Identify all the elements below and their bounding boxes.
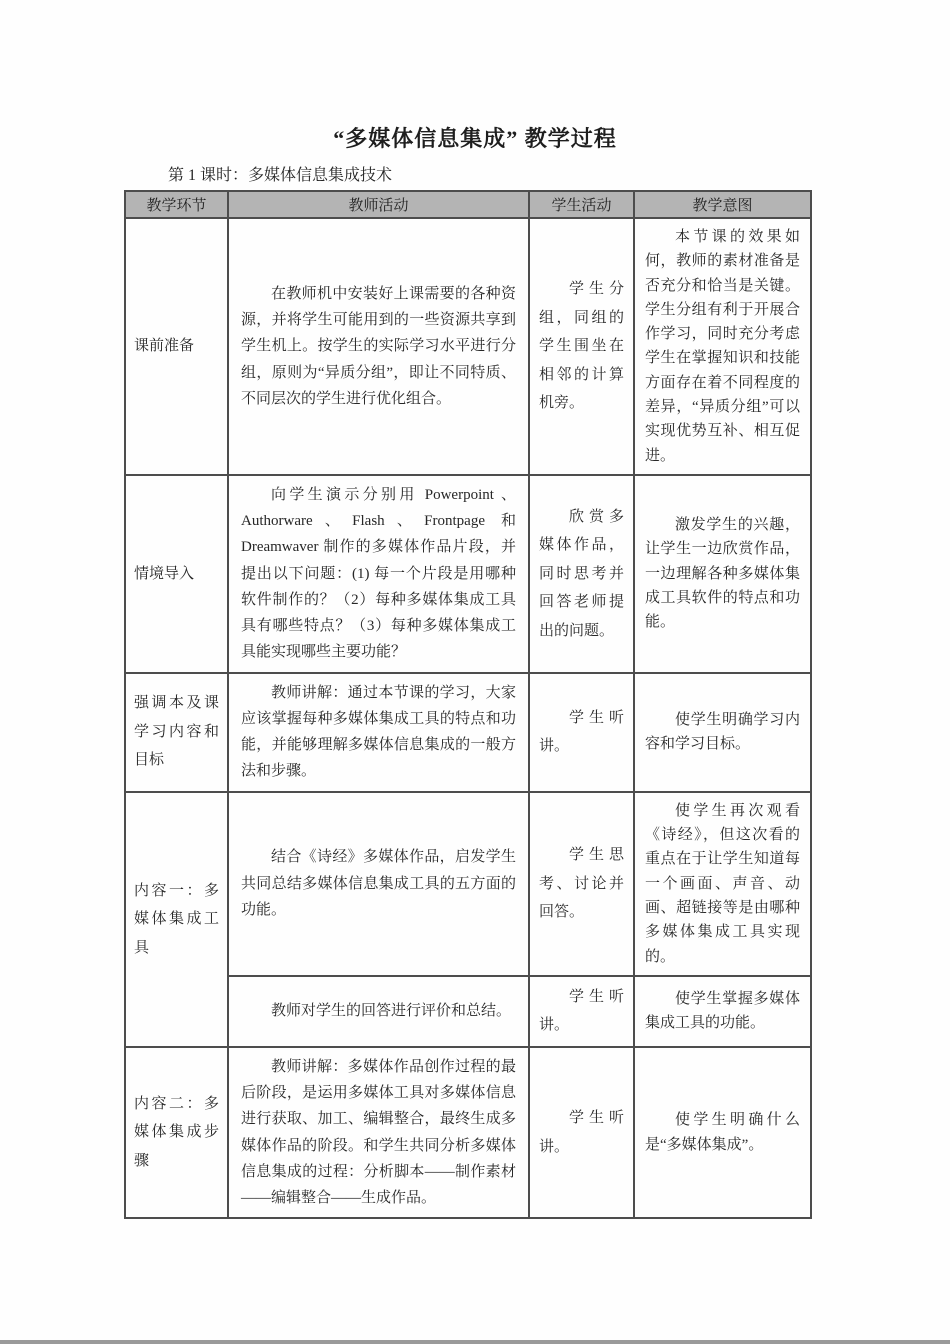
student-cell: 学生听讲。 — [529, 1047, 634, 1219]
stage-cell: 情境导入 — [125, 475, 228, 673]
column-header-student: 学生活动 — [529, 191, 634, 218]
intent-cell: 本节课的效果如何，教师的素材准备是否充分和恰当是关键。学生分组有利于开展合作学习，同时充分考虑学生在掌握知识和技能方面存在着不同程度的差异，“异质分组”可以实现优势互补、相互促进。 — [634, 218, 811, 475]
table-row — [125, 475, 811, 673]
teacher-cell: 教师讲解：通过本节课的学习，大家应该掌握每种多媒体集成工具的特点和功能，并能够理解多媒体信息集成的一般方法和步骤。 — [228, 673, 529, 792]
intent-cell: 使学生再次观看《诗经》，但这次看的重点在于让学生知道每一个画面、声音、动画、超链接等是由哪种多媒体集成工具实现的。 — [634, 792, 811, 976]
teacher-cell: 教师对学生的回答进行评价和总结。 — [228, 976, 529, 1047]
teacher-cell: 结合《诗经》多媒体作品，启发学生共同总结多媒体信息集成工具的五方面的功能。 — [228, 792, 529, 976]
stage-cell: 内容一：多媒体集成工具 — [125, 792, 228, 1047]
table-row — [125, 976, 811, 1047]
table-row — [125, 673, 811, 792]
student-cell: 学生听讲。 — [529, 976, 634, 1047]
intent-cell: 激发学生的兴趣，让学生一边欣赏作品，一边理解各种多媒体集成工具软件的特点和功能。 — [634, 475, 811, 673]
intent-cell: 使学生明确什么是“多媒体集成”。 — [634, 1047, 811, 1219]
intent-cell: 使学生明确学习内容和学习目标。 — [634, 673, 811, 792]
teaching-process-table — [124, 190, 812, 1219]
table-header-row — [125, 191, 811, 218]
page-title: “多媒体信息集成” 教学过程 — [333, 126, 617, 151]
student-cell: 学生听讲。 — [529, 673, 634, 792]
intent-cell: 使学生掌握多媒体集成工具的功能。 — [634, 976, 811, 1047]
student-cell: 学生分组，同组的学生围坐在相邻的计算机旁。 — [529, 218, 634, 475]
teacher-cell: 向学生演示分别用 Powerpoint 、Authorware、Flash、Frontpage 和 Dreamwaver 制作的多媒体作品片段，并提出以下问题：(1) 每一个片段是用哪种软件制作的？（2）每种多媒体集成工具具有哪些特点？（3）每种多媒体集成工具能实现哪些主要功能？ — [228, 475, 529, 673]
table-row — [125, 1047, 811, 1219]
student-cell: 欣赏多媒体作品，同时思考并回答老师提出的问题。 — [529, 475, 634, 673]
lesson-subtitle: 第 1 课时：多媒体信息集成技术 — [168, 167, 393, 184]
column-header-teacher: 教师活动 — [228, 191, 529, 218]
table-row — [125, 218, 811, 475]
scan-edge-strip — [0, 1340, 950, 1344]
teacher-cell: 教师讲解：多媒体作品创作过程的最后阶段，是运用多媒体工具对多媒体信息进行获取、加工、编辑整合，最终生成多媒体作品的阶段。和学生共同分析多媒体信息集成的过程：分析脚本——制作素材——编辑整合——生成作品。 — [228, 1047, 529, 1219]
table-row — [125, 792, 811, 976]
stage-cell: 强调本及课学习内容和目标 — [125, 673, 228, 792]
column-header-intent: 教学意图 — [634, 191, 811, 218]
column-header-stage: 教学环节 — [125, 191, 228, 218]
teacher-cell: 在教师机中安装好上课需要的各种资源，并将学生可能用到的一些资源共享到学生机上。按学生的实际学习水平进行分组，原则为“异质分组”，即让不同特质、不同层次的学生进行优化组合。 — [228, 218, 529, 475]
stage-cell: 内容二：多媒体集成步骤 — [125, 1047, 228, 1219]
student-cell: 学生思考、讨论并回答。 — [529, 792, 634, 976]
stage-cell: 课前准备 — [125, 218, 228, 475]
